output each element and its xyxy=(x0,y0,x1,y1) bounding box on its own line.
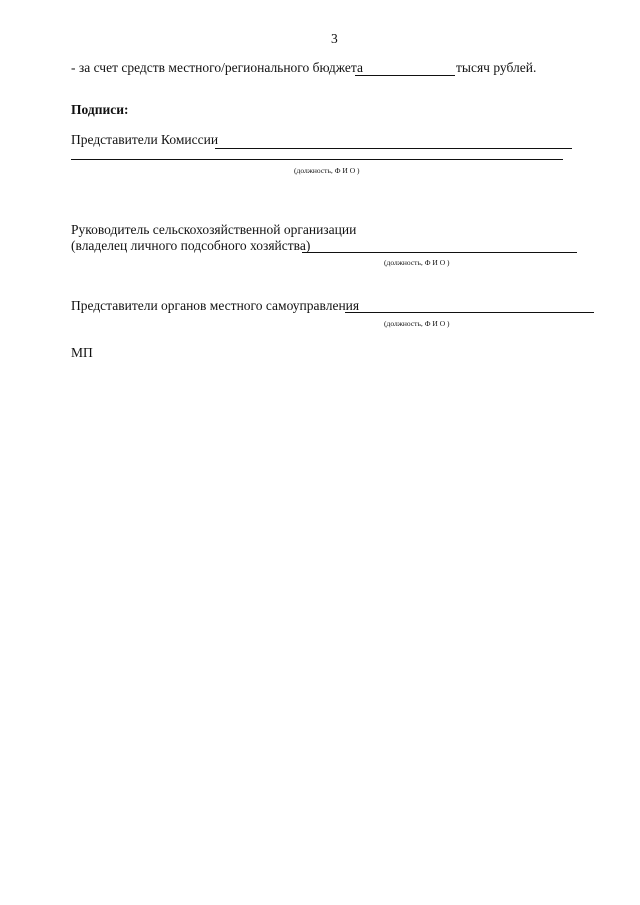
head-org-signature-line xyxy=(302,252,577,253)
local-gov-label: Представители органов местного самоуправления xyxy=(71,298,360,313)
head-org-label-line1: Руководитель сельскохозяйственной организации xyxy=(71,222,357,237)
commission-label: Представители Комиссии xyxy=(71,132,219,147)
budget-line-text: - за счет средств местного/регионального бюджета xyxy=(71,60,363,75)
commission-signature-line xyxy=(215,148,572,149)
commission-caption: (должность, Ф И О ) xyxy=(294,166,360,175)
local-gov-signature-line xyxy=(345,312,594,313)
head-org-label-line2: (владелец личного подсобного хозяйства) xyxy=(71,238,311,253)
signatures-heading: Подписи: xyxy=(71,102,129,117)
commission-signature-line-2 xyxy=(71,159,563,160)
page-number: 3 xyxy=(331,31,338,46)
head-org-caption: (должность, Ф И О ) xyxy=(384,258,450,267)
local-gov-caption: (должность, Ф И О ) xyxy=(384,319,450,328)
budget-amount-blank xyxy=(355,75,455,76)
budget-line-suffix: тысяч рублей. xyxy=(456,60,537,75)
stamp-label: МП xyxy=(71,345,93,360)
